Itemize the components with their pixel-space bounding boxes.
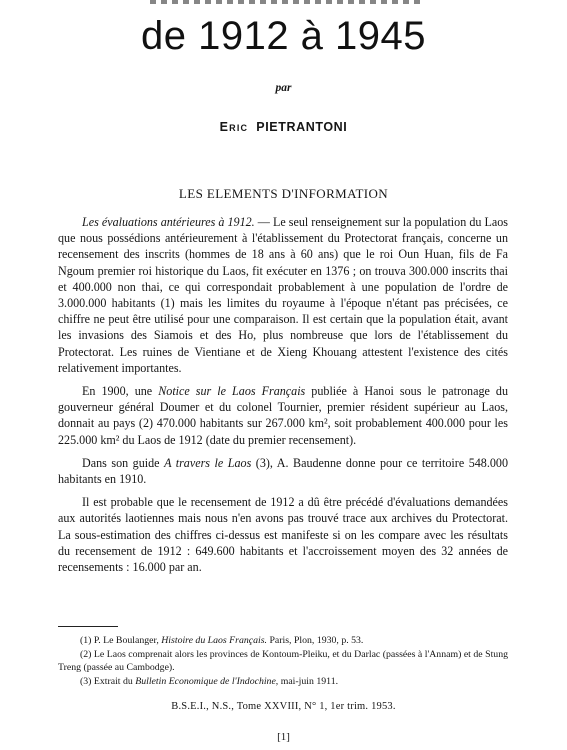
article-title: de 1912 à 1945	[140, 14, 427, 58]
paragraph-1-lead: Les évaluations antérieures à 1912.	[82, 215, 255, 229]
paragraph-4: Il est probable que le recensement de 1912 a dû être précédé d'évaluations demandées aux autorités laotiennes mais nous n'en avons pas trouvé trace aux archives du Protectorat. La sous-estimation des chiffres ci-dessus est manifeste si on les compare avec les résultats du recensement de 1912 : 649.600 habitants et l'accroissement moyen des 32 années de recensements : 16.000 par an.	[58, 495, 508, 575]
footnotes	[58, 634, 508, 688]
paragraph-2	[58, 383, 508, 448]
paragraph-3-before: Dans son guide	[82, 455, 165, 470]
paragraph-2-after: publiée à Hanoi sous le patronage du gouverneur général Doumer et du colonel Tournier, premier résident supérieur au Laos, donnait au pays (2) 470.000 habitants sur 267.000 km², soit probablement 400.000 pour les 225.000 km² du Laos de 1912 (date du premier recensement).	[58, 384, 509, 447]
footnote-3-after: mai-juin 1911.	[278, 676, 339, 687]
paragraph-2-italic: Notice sur le Laos Français	[158, 384, 306, 399]
footnote-rule	[58, 626, 118, 627]
section-title: LES ELEMENTS D'INFORMATION	[178, 186, 389, 201]
footnote-3-italic: Bulletin Economique de l'Indochine,	[135, 676, 279, 687]
author-name	[0, 120, 567, 134]
footnote-2: (2) Le Laos comprenait alors les provinces de Kontoum-Pleiku, et du Darlac (passées à l'Annam) et de Stung Treng (passée au Cambodge).	[58, 649, 508, 673]
paragraph-3-after: (3), A. Baudenne donne pour ce territoire 548.000 habitants en 1910.	[58, 455, 509, 487]
cropped-previous-line	[150, 0, 420, 4]
footnote-1	[58, 634, 508, 647]
footnote-1-after: Paris, Plon, 1930, p. 53.	[267, 635, 364, 646]
author-last-name: PIETRANTONI	[256, 120, 348, 134]
paragraph-3	[58, 455, 508, 487]
paragraph-2-before: En 1900, une	[82, 384, 159, 399]
page-number: [1]	[277, 731, 290, 743]
byline-par: par	[275, 82, 292, 94]
author-first-name: Eric	[219, 120, 249, 134]
footnote-1-before: (1) P. Le Boulanger,	[80, 635, 162, 646]
journal-reference: B.S.E.I., N.S., Tome XXVIII, N° 1, 1er trim. 1953.	[171, 701, 396, 712]
footnote-3	[58, 675, 508, 688]
footnote-1-italic: Histoire du Laos Français.	[161, 635, 268, 646]
paragraph-3-italic: A travers le Laos	[164, 455, 252, 470]
article-body	[58, 214, 508, 575]
paragraph-1-text: — Le seul renseignement sur la population du Laos que nous possédions antérieurement à l'établissement du Protectorat français, concerne un recensement des inscrits (hommes de 18 ans à 60 ans) que le roi Oun Huan, fils de Fa Ngoum premier roi historique du Laos, fit exécuter en 1376 ; on trouva 300.000 inscrits thai et 400.000 non thai, ce qui correspondait probablement à une population de l'ordre de 3.000.000 habitants (1) mais les limites du royaume à l'époque n'étant pas précisées, ce chiffre ne peut être utilisé pour une comparaison. Il est certain que la population était, avant les invasions des Siamois et des Ho, plus nombreuse que lors de l'établissement du Protectorat. Les ruines de Vientiane et de Xieng Khouang attestent l'existence des cités relativement importantes.	[58, 215, 508, 375]
paragraph-1	[58, 214, 508, 376]
footnote-3-before: (3) Extrait du	[80, 676, 136, 687]
